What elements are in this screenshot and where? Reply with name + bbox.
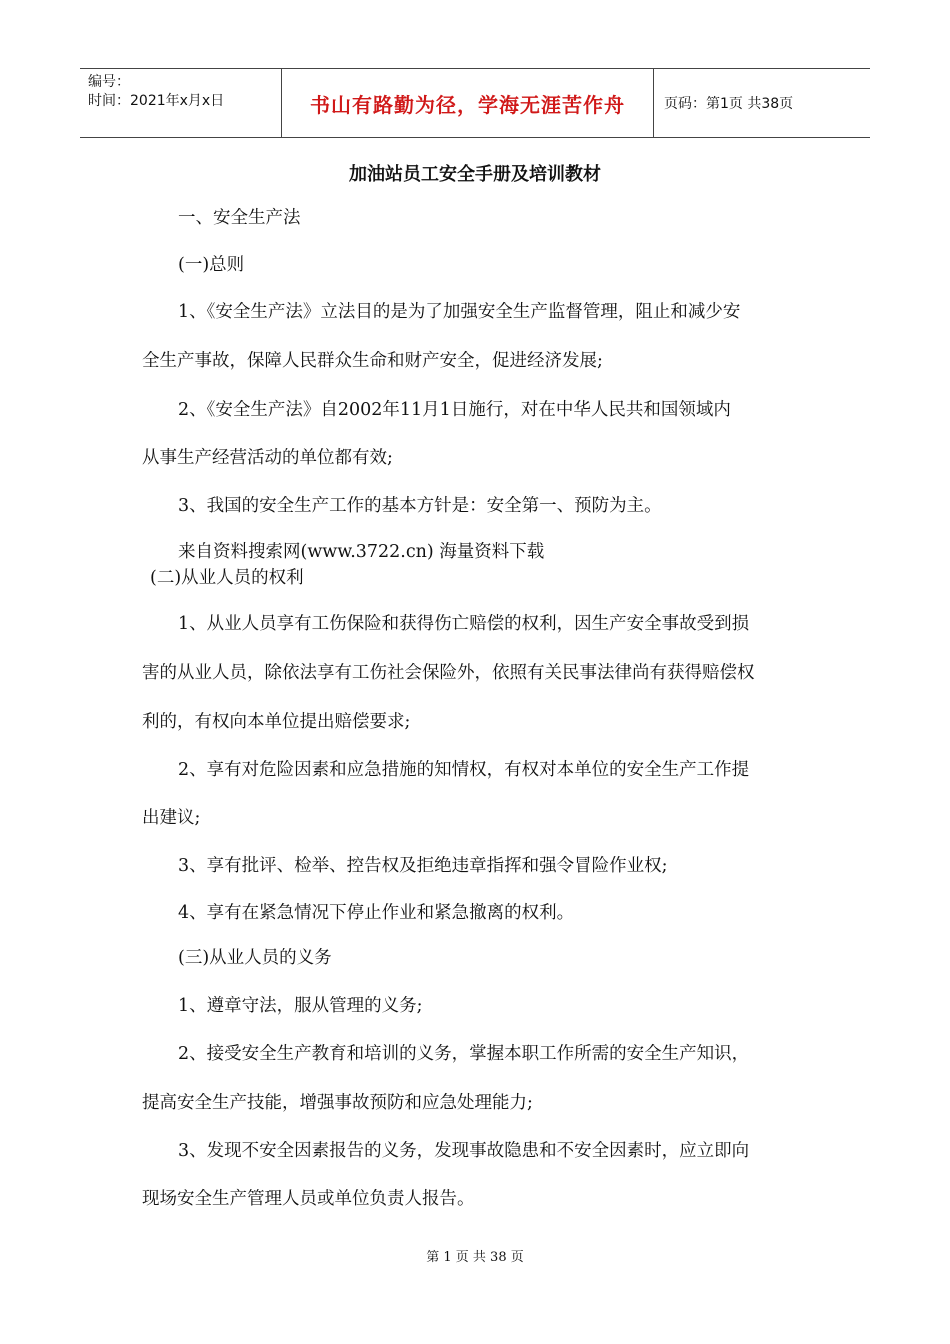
source-note: 来自资料搜索网(www.3722.cn) 海量资料下载 [178,542,545,562]
paragraph-line: 出建议; [142,808,201,828]
subsection-heading: (三)从业人员的义务 [178,948,332,968]
paragraph-line: 2、《安全生产法》自2002年11月1日施行，对在中华人民共和国领域内 [178,400,731,420]
paragraph-line: 3、享有批评、检举、控告权及拒绝违章指挥和强令冒险作业权; [178,856,668,876]
paragraph-line: 全生产事故，保障人民群众生命和财产安全，促进经济发展; [142,351,603,371]
header-motto-cell [282,69,654,137]
paragraph-line: 1、从业人员享有工伤保险和获得伤亡赔偿的权利，因生产安全事故受到损 [178,614,750,634]
paragraph-line: 从事生产经营活动的单位都有效; [142,448,393,468]
paragraph-line: 3、我国的安全生产工作的基本方针是：安全第一、预防为主。 [178,496,662,516]
paragraph-line: 2、享有对危险因素和应急措施的知情权，有权对本单位的安全生产工作提 [178,760,750,780]
paragraph-line: 2、接受安全生产教育和培训的义务，掌握本职工作所需的安全生产知识， [178,1044,750,1064]
header-table [80,68,870,138]
paragraph-line: 3、发现不安全因素报告的义务，发现事故隐患和不安全因素时，应立即向 [178,1141,750,1161]
paragraph-line: 现场安全生产管理人员或单位负责人报告。 [142,1189,475,1209]
document-number-label: 编号： [88,74,130,90]
document-time-label: 时间：2021年x月x日 [88,93,225,109]
paragraph-line: 4、享有在紧急情况下停止作业和紧急撤离的权利。 [178,903,575,923]
paragraph-line: 提高安全生产技能，增强事故预防和应急处理能力; [142,1093,533,1113]
paragraph-line: 害的从业人员，除依法享有工伤社会保险外，依照有关民事法律尚有获得赔偿权 [142,663,755,683]
section-heading: 一、安全生产法 [178,208,301,228]
paragraph-line: 利的，有权向本单位提出赔偿要求; [142,712,411,732]
subsection-heading: (二)从业人员的权利 [150,568,304,588]
header-page-cell [654,69,870,137]
paragraph-line: 1、《安全生产法》立法目的是为了加强安全生产监督管理，阻止和减少安 [178,302,741,322]
header-meta-cell [80,69,282,137]
page-footer: 第 1 页 共 38 页 [426,1250,524,1265]
header-page-info: 页码：第1页 共38页 [664,96,794,112]
header-motto: 书山有路勤为径，学海无涯苦作舟 [310,92,625,117]
subsection-heading: (一)总则 [178,255,245,275]
paragraph-line: 1、遵章守法，服从管理的义务; [178,996,423,1016]
document-title: 加油站员工安全手册及培训教材 [349,164,601,185]
